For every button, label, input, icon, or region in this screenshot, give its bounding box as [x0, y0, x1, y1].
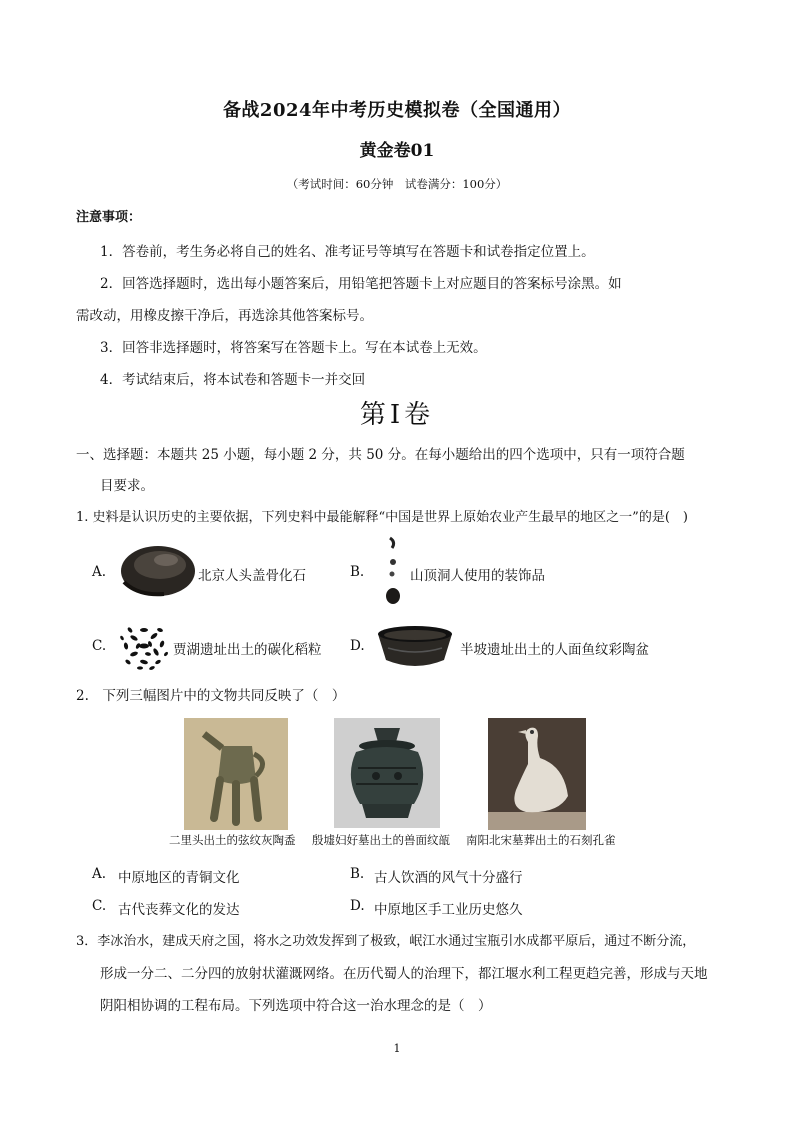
- stone-peacock-image: [488, 718, 586, 830]
- document-subtitle: 黄金卷01: [359, 141, 435, 161]
- skull-fossil-image: [118, 538, 198, 600]
- ornaments-image: [378, 534, 408, 608]
- note-item-2: 2．回答选择题时，选出每小题答案后，用铅笔把答题卡上对应题目的答案标号涂黑。如: [100, 276, 622, 292]
- q1-option-b-letter: B.: [350, 564, 365, 580]
- q1-option-a-letter: A.: [92, 564, 107, 580]
- painted-pottery-basin-image: [374, 622, 456, 672]
- note-item-3: 3．回答非选择题时，将答案写在答题卡上。写在本试卷上无效。: [100, 340, 487, 356]
- q2-caption-1: 二里头出土的弦纹灰陶盉: [169, 833, 296, 847]
- q2-option-c-text: 古代丧葬文化的发达: [118, 902, 240, 918]
- q1-option-d-text: 半坡遗址出土的人面鱼纹彩陶盆: [460, 642, 649, 658]
- document-title: 备战2024年中考历史模拟卷（全国通用）: [222, 100, 572, 121]
- q2-option-b-letter: B.: [350, 866, 365, 882]
- q2-caption-3: 南阳北宋墓葬出土的石刻孔雀: [466, 833, 616, 847]
- notes-heading: 注意事项：: [76, 210, 142, 225]
- q1-option-c-text: 贾湖遗址出土的碳化稻粒: [173, 642, 322, 658]
- q1-stem: 1. 史料是认识历史的主要依据，下列史料中最能解释“中国是世界上原始农业产生最早的地区之一”的是( ): [76, 510, 688, 525]
- carbonized-rice-image: [116, 618, 172, 674]
- q2-option-c-letter: C.: [92, 898, 107, 914]
- q2-option-d-text: 中原地区手工业历史悠久: [374, 902, 523, 918]
- section-instruction-line1: 一、选择题：本题共 25 小题，每小题 2 分，共 50 分。在每小题给出的四个选项中，只有一项符合题: [76, 447, 685, 463]
- q2-option-d-letter: D.: [350, 898, 365, 914]
- q1-option-c-letter: C.: [92, 638, 107, 654]
- pottery-he-image: [184, 718, 288, 830]
- page-number: 1: [393, 1042, 401, 1055]
- note-item-1: 1．答卷前，考生务必将自己的姓名、准考证号等填写在答题卡和试卷指定位置上。: [100, 244, 595, 260]
- note-item-4: 4．考试结束后，将本试卷和答题卡一并交回: [100, 372, 366, 388]
- q1-option-d-letter: D.: [350, 638, 365, 654]
- bronze-bu-image: [334, 718, 440, 828]
- q2-option-b-text: 古人饮酒的风气十分盛行: [374, 870, 523, 886]
- section-instruction-line2: 目要求。: [100, 478, 154, 494]
- q2-stem: 2. 下列三幅图片中的文物共同反映了（ ）: [76, 688, 346, 704]
- q1-option-b-text: 山顶洞人使用的装饰品: [410, 568, 545, 584]
- q3-line-1: 3．李冰治水，建成天府之国，将水之功效发挥到了极致，岷江水通过宝瓶引水成都平原后，通过不断分流，: [76, 934, 696, 949]
- note-item-2-cont: 需改动，用橡皮擦干净后，再选涂其他答案标号。: [76, 308, 373, 324]
- q1-option-a-text: 北京人头盖骨化石: [198, 568, 306, 584]
- section-title: 第Ⅰ卷: [359, 400, 435, 430]
- q3-line-3: 阴阳相协调的工程布局。下列选项中符合这一治水理念的是（ ）: [100, 998, 492, 1014]
- exam-info: （考试时间：60分钟 试卷满分：100分）: [286, 177, 508, 191]
- q2-caption-2: 殷墟妇好墓出土的兽面纹瓿: [312, 833, 450, 847]
- q2-option-a-letter: A.: [92, 866, 107, 882]
- q3-line-2: 形成一分二、二分四的放射状灌溉网络。在历代蜀人的治理下，都江堰水利工程更趋完善，形成与天地: [100, 966, 708, 982]
- q2-option-a-text: 中原地区的青铜文化: [118, 870, 240, 886]
